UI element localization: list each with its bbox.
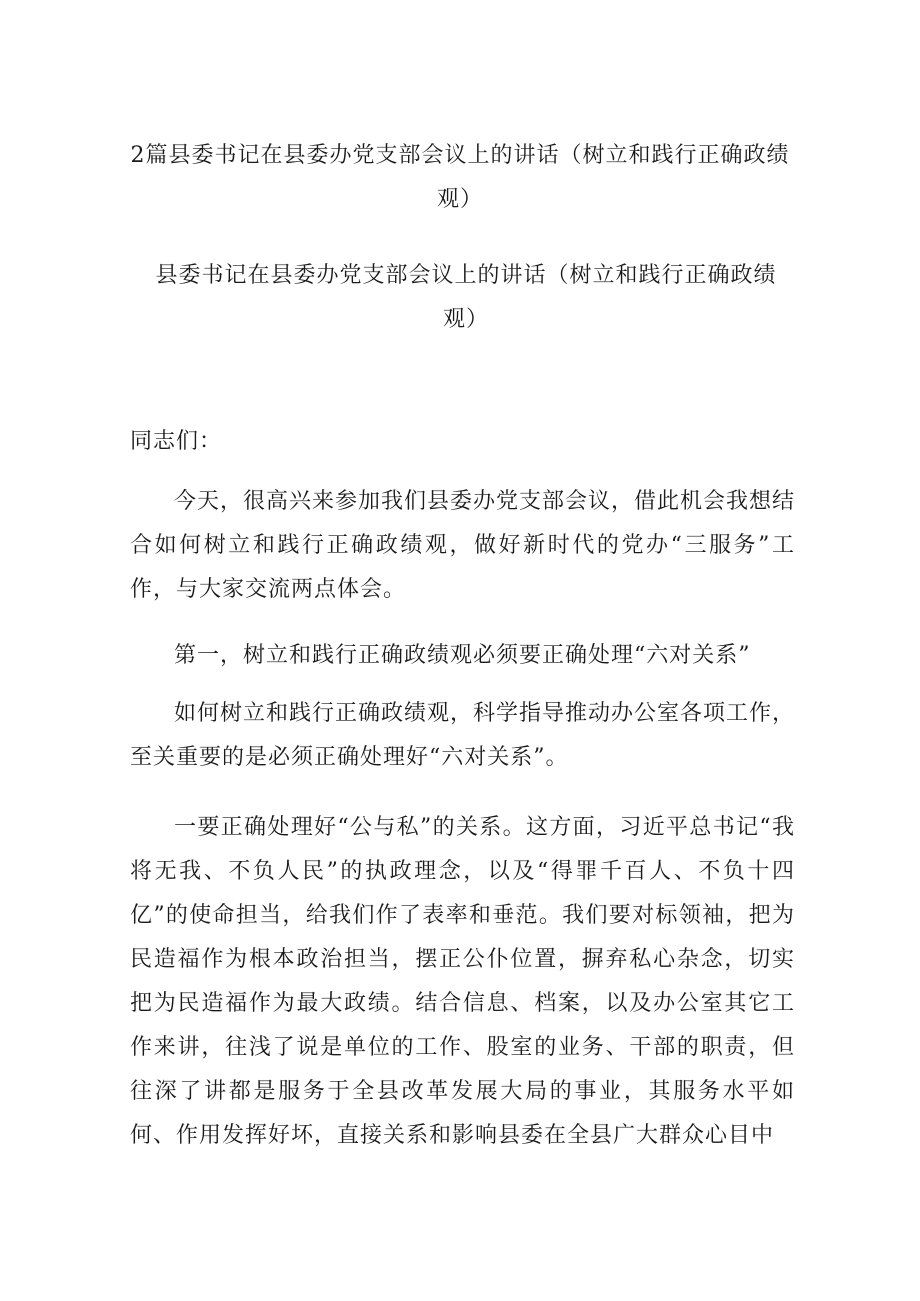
paragraph-intro: 今天，很高兴来参加我们县委办党支部会议，借此机会我想结合如何树立和践行正确政绩观，做好新时代的党办“三服务”工作，与大家交流两点体会。 xyxy=(130,489,796,602)
section-heading: 第一，树立和践行正确政绩观必须要正确处理“六对关系” xyxy=(174,643,751,668)
paragraph-public-private: 一要正确处理好“公与私”的关系。这方面，习近平总书记“我将无我、不负人民”的执政理念，以及“得罪千百人、不负十四亿”的使命担当，给我们作了表率和垂范。我们要对标领袖，把为民造福作为根本政治担当，摆正公仆位置，摒弃私心杂念，切实把为民造福作为最大政绩。结合信息、档案，以及办公室其它工作来讲，往浅了说是单位的工作、股室的业务、干部的职责，但往深了讲都是服务于全县改革发展大局的事业，其服务水平如何、作用发挥好坏，直接关系和影响县委在全县广大群众心目中 xyxy=(130,815,795,1148)
greeting: 同志们： xyxy=(130,429,223,454)
speech-title: 县委书记在县委办党支部会议上的讲话（树立和践行正确政绩观） xyxy=(155,263,777,332)
document-title: 2篇县委书记在县委办党支部会议上的讲话（树立和践行正确政绩观） xyxy=(130,143,790,212)
paragraph-overview: 如何树立和践行正确政绩观，科学指导推动办公室各项工作，至关重要的是必须正确处理好“六对关系”。 xyxy=(130,701,796,770)
